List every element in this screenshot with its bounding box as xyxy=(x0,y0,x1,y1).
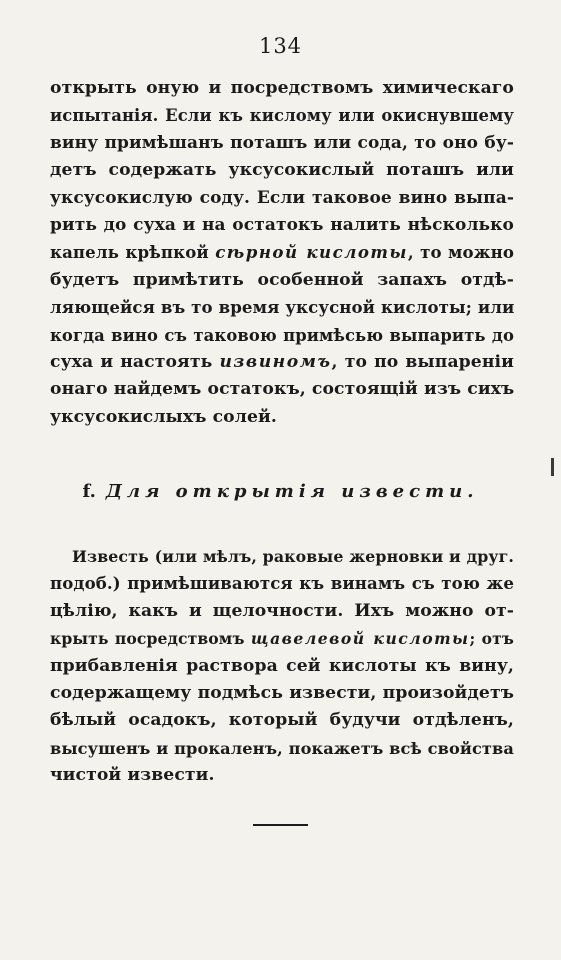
end-rule xyxy=(253,824,308,826)
paragraph-wine-alkali xyxy=(50,75,514,431)
text-line: рить до суха и на остатокъ налить нѣсколько xyxy=(50,214,514,235)
text-line: крыть посредствомъ щавелевой кислоты; отъ xyxy=(50,629,514,649)
section-heading xyxy=(0,481,561,502)
text-line: уксусокислую соду. Если таковое вино выпа- xyxy=(50,187,514,208)
text-line: испытанія. Если къ кислому или окиснувшему xyxy=(50,106,514,126)
emphasis-term: извиномъ xyxy=(219,351,332,372)
text-line: детъ содержать уксусокислый поташъ или xyxy=(50,160,514,181)
text-line: Известь (или мѣлъ, раковые жерновки и друг. xyxy=(72,547,514,566)
text-line: суха и настоять извиномъ, то по выпареніи xyxy=(50,351,514,372)
text-line: когда вино съ таковою примѣсью выпарить до xyxy=(50,325,514,345)
text-line: вину примѣшанъ поташъ или сода, то оно бу- xyxy=(50,132,514,153)
section-marker: f. xyxy=(82,481,96,502)
text-line: содержащему подмѣсь извести, произойдетъ xyxy=(50,682,514,703)
text-line: высушенъ и прокаленъ, покажетъ всѣ свойства xyxy=(50,738,514,758)
text-line: будетъ примѣтить особенной запахъ отдѣ- xyxy=(50,269,514,290)
section-title: Для открытія извести. xyxy=(105,481,479,502)
page-number: 134 xyxy=(258,34,303,58)
text-line: бѣлый осадокъ, который будучи отдѣленъ, xyxy=(50,710,514,731)
text-line: подоб.) примѣшиваются къ винамъ съ тою же xyxy=(50,573,514,594)
text-line: капель крѣпкой сѣрной кислоты, то можно xyxy=(50,242,514,263)
emphasis-term: щавелевой кислоты xyxy=(250,629,470,649)
text-line: открыть оную и посредствомъ химическаго xyxy=(50,78,514,98)
text-line: уксусокислыхъ солей. xyxy=(50,406,277,427)
paragraph-lime xyxy=(50,543,514,790)
text-line: ляющейся въ то время уксусной кислоты; или xyxy=(50,297,515,318)
emphasis-term: сѣрной кислоты xyxy=(215,242,408,263)
text-line: цѣлію, какъ и щелочности. Ихъ можно от- xyxy=(50,600,514,621)
text-line: чистой извести. xyxy=(50,765,215,786)
text-line: онаго найдемъ остатокъ, состоящій изъ сихъ xyxy=(50,379,515,400)
text-line: прибавленія раствора сей кислоты къ вину, xyxy=(50,655,514,676)
margin-speck xyxy=(551,458,554,476)
